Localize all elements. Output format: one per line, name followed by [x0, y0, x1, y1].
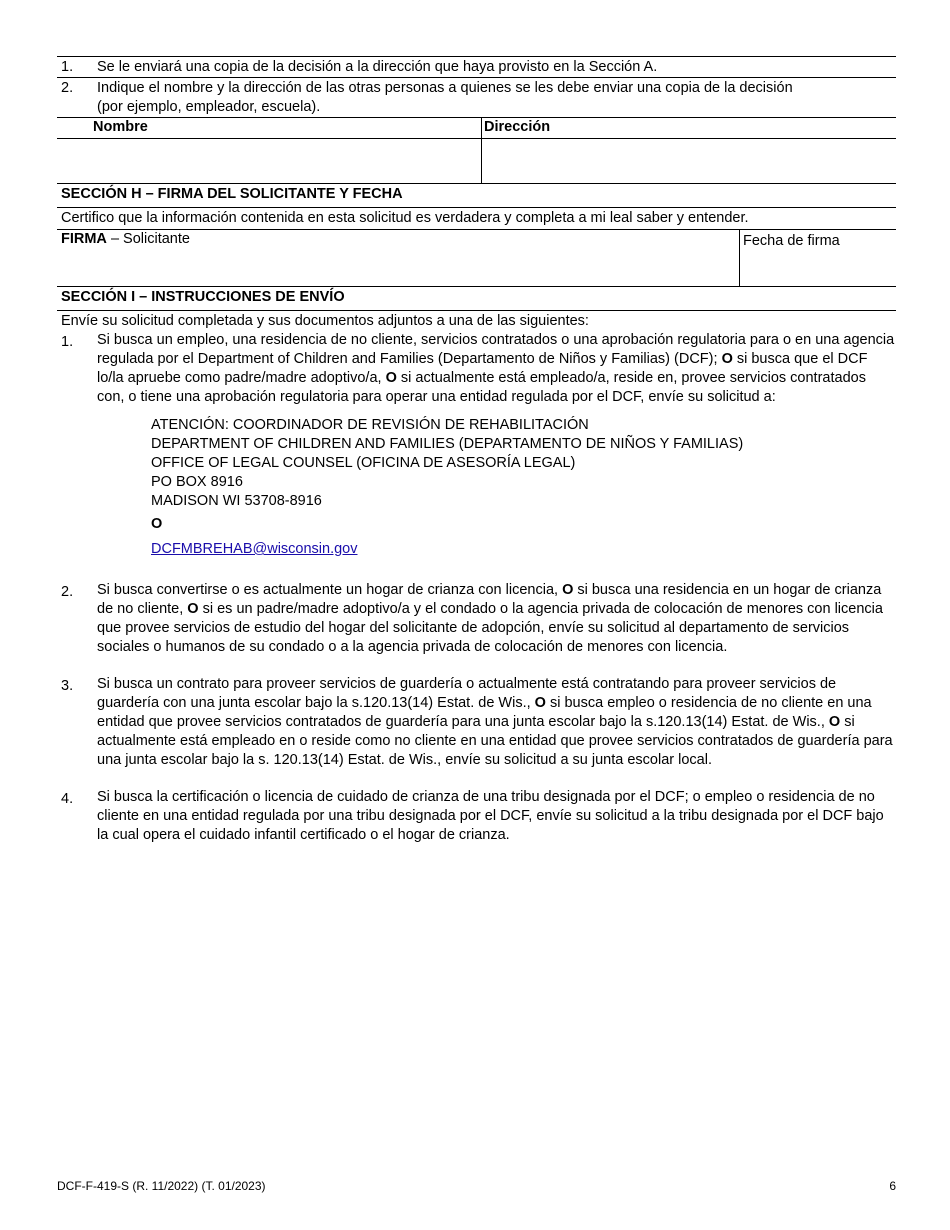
section-h-title: SECCIÓN H – FIRMA DEL SOLICITANTE Y FECHA	[57, 183, 896, 207]
list-item	[57, 581, 896, 657]
or-keyword: O	[721, 351, 733, 367]
or-keyword: O	[187, 601, 199, 617]
address-line: DEPARTMENT OF CHILDREN AND FAMILIES (DEPARTAMENTO DE NIÑOS Y FAMILIAS)	[151, 436, 744, 452]
name-column-header: Nombre	[57, 118, 482, 138]
signature-date-field[interactable]	[740, 230, 896, 286]
or-keyword: O	[562, 582, 574, 598]
instruction-text: Si busca un empleo, una residencia de no cliente, servicios contratados o una aprobación regulatoria para o en una agencia regulada por el Department of Children and Families (Departamento de Niños y Familias) (DCF);	[97, 332, 895, 367]
section-i-title: SECCIÓN I – INSTRUCCIONES DE ENVÍO	[57, 286, 896, 310]
other-recipients-example: (por ejemplo, empleador, escuela).	[97, 99, 321, 115]
address-line: OFFICE OF LEGAL COUNSEL (OFICINA DE ASESORÍA LEGAL)	[151, 455, 576, 471]
item-number: 2.	[61, 80, 74, 96]
instruction-text: si es un padre/madre adoptivo/a y el condado o la agencia privada de colocación de menores con licencia que provee servicios de estudio del hogar del solicitante de adopción, envíe su solicitud al departamento de servicios sociales o humanos de su condado o a la agencia privada de colocación de menores con licencia.	[97, 601, 883, 655]
other-recipients-row	[57, 77, 896, 117]
instruction-text: si actualmente está empleado en o reside como no cliente en una entidad que provee servicios contratados de guardería para una junta escolar bajo la s. 120.13(14) Estat. de Wis., envíe su solicitud a su junta escolar local.	[97, 714, 893, 768]
list-item	[57, 675, 896, 770]
date-label: Fecha de firma	[743, 233, 840, 249]
recipients-input-row	[57, 138, 896, 183]
instruction-text: si busca empleo o residencia de no cliente en una entidad que provee servicios contratados de guardería para una junta escolar bajo la s.120.13(14) Estat. de Wis.,	[97, 695, 872, 730]
page-number: 6	[889, 1179, 896, 1193]
item-number: 2.	[61, 584, 74, 600]
or-keyword: O	[385, 370, 397, 386]
instruction-text: si busca que el DCF lo/la apruebe como padre/madre adoptivo/a,	[97, 351, 868, 386]
list-item	[57, 788, 896, 845]
instruction-text: Si busca un contrato para proveer servicios de guardería o actualmente está contratando para proveer servicios de guardería con una junta escolar bajo la s.120.13(14) Estat. de Wis.,	[97, 676, 837, 711]
or-keyword: O	[534, 695, 546, 711]
form-id: DCF-F-419-S (R. 11/2022) (T. 01/2023)	[57, 1179, 266, 1193]
or-keyword: O	[828, 714, 841, 730]
address-line: PO BOX 8916	[151, 474, 243, 490]
mailing-address	[151, 416, 896, 559]
item-number: 3.	[61, 678, 74, 694]
address-line: ATENCIÓN: COORDINADOR DE REVISIÓN DE REHABILITACIÓN	[151, 417, 589, 433]
item-number: 1.	[61, 334, 74, 350]
submission-instructions-list	[57, 331, 896, 845]
or-keyword: O	[151, 516, 163, 532]
instruction-text: Si busca convertirse o es actualmente un hogar de crianza con licencia,	[97, 582, 563, 598]
address-column-header: Dirección	[484, 119, 551, 135]
submission-intro: Envíe su solicitud completada y sus documentos adjuntos a una de las siguientes:	[57, 310, 896, 331]
item-number: 1.	[61, 59, 74, 75]
signature-label-bold: FIRMA	[61, 231, 107, 247]
copy-notice-text: Se le enviará una copia de la decisión a la dirección que haya provisto en la Sección A.	[97, 59, 658, 75]
other-recipients-text: Indique el nombre y la dirección de las otras personas a quienes se les debe enviar una copia de la decisión	[97, 80, 793, 96]
instruction-text: si busca una residencia en un hogar de crianza de no cliente,	[97, 582, 882, 617]
certification-statement: Certifico que la información contenida en esta solicitud es verdadera y completa a mi leal saber y entender.	[57, 207, 896, 229]
recipients-header-row	[57, 117, 896, 138]
signature-row	[57, 229, 896, 286]
form-page	[57, 56, 896, 845]
recipient-address-field[interactable]	[482, 139, 896, 183]
instruction-text: si actualmente está empleado/a, reside en, provee servicios contratados con, o tiene una aprobación regulatoria para operar una entidad regulada por el DCF, envíe su solicitud a:	[97, 370, 866, 405]
address-line: MADISON WI 53708-8916	[151, 493, 322, 509]
signature-label: – Solicitante	[106, 231, 190, 247]
copy-notice-row	[57, 56, 896, 77]
recipient-name-field[interactable]	[57, 139, 482, 183]
email-link[interactable]: DCFMBREHAB@wisconsin.gov	[151, 541, 358, 557]
item-number: 4.	[61, 791, 74, 807]
instruction-text: Si busca la certificación o licencia de cuidado de crianza de una tribu designada por el DCF; o empleo o residencia de no cliente en una entidad regulada por una tribu designada por el DCF, envíe su solicitud a la tribu designada por el DCF bajo la cual opera el cuidado infantil certificado o el hogar de crianza.	[97, 789, 884, 843]
signature-field[interactable]	[57, 230, 740, 286]
list-item	[57, 331, 896, 407]
